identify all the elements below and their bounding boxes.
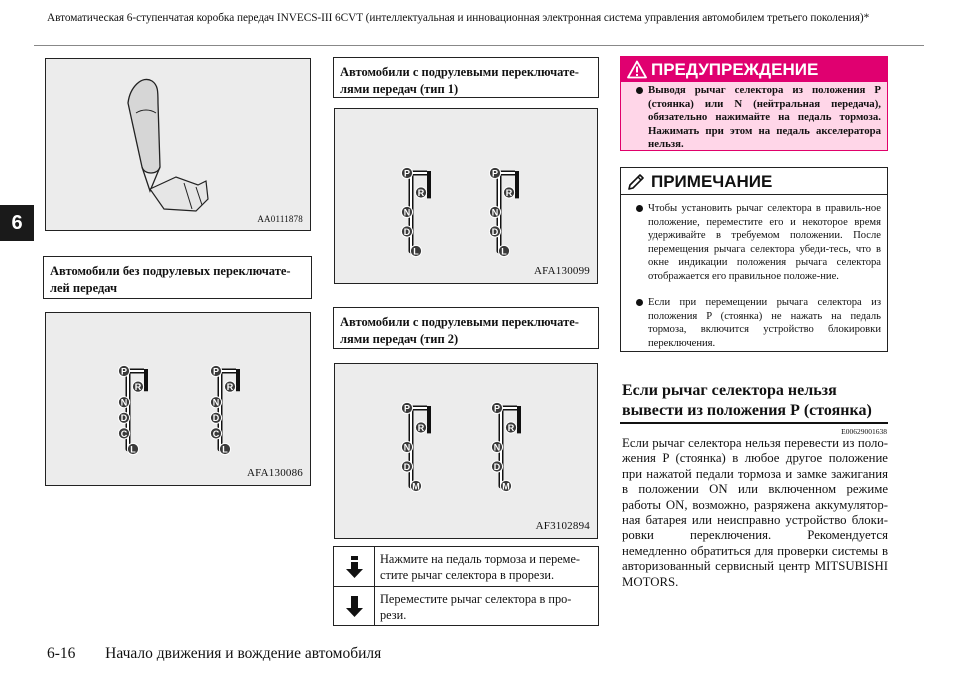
section-title: Если рычаг селектора нельзя вывести из положения Р (стоянка): [622, 382, 872, 419]
gear-position-label: M: [412, 481, 420, 492]
gear-position-label: C: [120, 428, 128, 439]
section-divider: [620, 422, 888, 424]
note-title: [621, 168, 887, 195]
gear-position-label: N: [491, 207, 499, 218]
gear-position-label: N: [120, 397, 128, 408]
move-arrow-icon: [334, 587, 375, 626]
gear-position-label: C: [212, 428, 220, 439]
note-item: [648, 296, 881, 350]
gear-position-label: R: [417, 187, 425, 198]
header-divider: [34, 45, 924, 46]
shift-gate: [210, 365, 238, 454]
chapter-tab: 6: [0, 205, 34, 241]
gear-position-label: P: [403, 403, 411, 414]
figure-gate-no-paddles: [45, 312, 311, 486]
gear-position-label: D: [120, 413, 128, 424]
heading-paddles-type1: Автомобили с подрулевыми переключате-лями передач (тип 1): [333, 57, 599, 98]
shift-gate-diagram: [46, 313, 311, 486]
action-text: Нажмите на педаль тормоза и переме-стите рычаг селектора в прорези.: [380, 552, 581, 582]
section-code: E00629001638: [841, 427, 887, 436]
note-item-text: Чтобы установить рычаг селектора в правиль-ное положение, переместите его и некоторое время удерживайте в требуемом положении. После перемещения рычага селектора убеди-тесь, что в окне индикации положения рычага селектора отображается его правильное положе-ние.: [648, 203, 881, 282]
gear-position-label: D: [403, 461, 411, 472]
gear-position-label: D: [491, 226, 499, 237]
chapter-title: Начало движения и вождение автомобиля: [105, 645, 382, 662]
gear-position-label: M: [502, 481, 510, 492]
warning-box: [620, 56, 888, 151]
figure-gate-paddles-type1: [334, 108, 598, 284]
page-footer: [47, 645, 381, 663]
gear-position-label: R: [417, 422, 425, 433]
selector-lever-illustration: [46, 59, 311, 231]
figure-code: AFA130099: [534, 265, 590, 277]
figure-code: AF3102894: [535, 520, 590, 532]
shift-gate: [401, 167, 429, 256]
gear-position-label: L: [130, 444, 136, 455]
gear-position-label: D: [403, 226, 411, 237]
gear-position-label: R: [134, 382, 142, 392]
gear-position-label: D: [493, 461, 501, 472]
shift-gate: [401, 402, 429, 491]
gear-position-label: N: [493, 442, 501, 453]
page-number: 6-16: [47, 645, 76, 662]
section-body: Если рычаг селектора нельзя перевести из поло-жения P (стоянка) в любое другое положение при нажатой педали тормоза и замке зажигания в положении ON или включенном режиме работы ON, возможно, разряжена аккумулятор-ная батарея или неисправно устройство блоки-ровки переключения. Рекомендуется немедленно обратиться для проверки системы в авторизованный сервисный центр MITSUBISHI MOTORS.: [622, 436, 888, 589]
gear-position-label: P: [491, 168, 499, 179]
brake-and-move-arrow-icon: [334, 547, 375, 586]
note-box: [620, 167, 888, 352]
shift-gate-diagram: [335, 364, 598, 539]
action-text: Переместите рычаг селектора в про-рези.: [380, 592, 572, 622]
gear-position-label: D: [212, 413, 220, 424]
warning-triangle-icon: [627, 60, 647, 79]
warning-body: [648, 84, 881, 152]
action-row: [334, 547, 598, 587]
gear-position-label: R: [226, 382, 234, 392]
warning-text: Выводя рычаг селектора из положения Р (стоянка) или N (нейтральная передача), обязательно нажимайте на педаль тормоза. Нажимать при этом на педаль акселератора нельзя.: [648, 84, 881, 151]
note-item: [648, 202, 881, 283]
note-title-text: ПРИМЕЧАНИЕ: [651, 172, 773, 191]
shift-gate: [489, 167, 517, 256]
bullet-icon: [636, 87, 643, 94]
heading-paddles-type2: Автомобили с подрулевыми переключате-лями передач (тип 2): [333, 307, 599, 349]
gear-position-label: L: [501, 246, 507, 257]
gear-position-label: L: [413, 246, 419, 257]
warning-title-text: ПРЕДУПРЕЖДЕНИЕ: [651, 60, 819, 79]
note-item-text: Если при перемещении рычага селектора из положения P (стоянка) не нажать на педаль тормоза, включится устройство блокировки переключения.: [648, 297, 881, 349]
gear-position-label: P: [403, 168, 411, 179]
shift-gate: [118, 365, 146, 454]
shift-gate: [491, 402, 519, 491]
heading-no-paddles: Автомобили без подрулевых переключате-лей передач: [43, 256, 312, 299]
bullet-icon: [636, 299, 643, 306]
figure-code: AFA130086: [247, 467, 303, 479]
gear-position-label: P: [120, 366, 128, 377]
figure-code: AA0111878: [257, 214, 303, 224]
note-pencil-icon: [627, 172, 647, 191]
page-header: Автоматическая 6-ступенчатая коробка передач INVECS-III 6CVT (интеллектуальная и инновационная электронная система управления автомобилем третьего поколения)*: [47, 12, 870, 24]
gear-position-label: R: [507, 422, 515, 433]
gear-position-label: N: [212, 397, 220, 408]
gear-position-label: P: [493, 403, 501, 414]
figure-selector-lever: [45, 58, 311, 231]
gear-position-label: L: [222, 444, 228, 455]
action-row: [334, 587, 598, 626]
warning-title: [621, 57, 887, 82]
bullet-icon: [636, 205, 643, 212]
figure-gate-paddles-type2: [334, 363, 598, 539]
action-legend-table: [333, 546, 599, 626]
gear-position-label: N: [403, 442, 411, 453]
gear-position-label: P: [212, 366, 220, 377]
gear-position-label: N: [403, 207, 411, 218]
shift-gate-diagram: [335, 109, 598, 284]
gear-position-label: R: [505, 187, 513, 198]
